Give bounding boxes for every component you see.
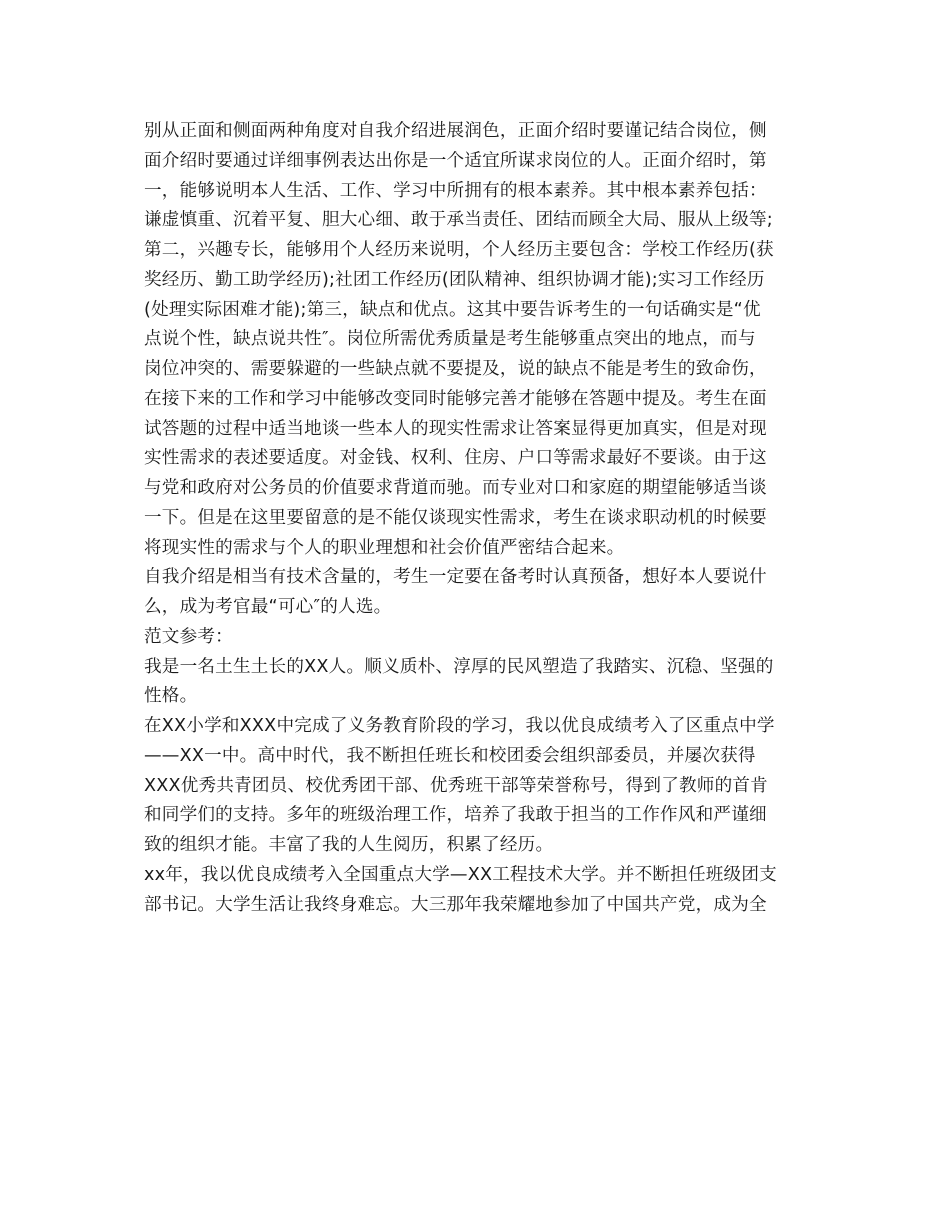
text-line: 实性需求的表述要适度。对金钱、权利、住房、户口等需求最好不要谈。由于这 — [144, 448, 767, 469]
text-line: 岗位冲突的、需要躲避的一些缺点就不要提及，说的缺点不能是考生的致命伤， — [144, 359, 767, 379]
text-line: 别从正面和侧面两种角度对自我介绍进展润色，正面介绍时要谨记结合岗位，侧 — [144, 121, 767, 141]
text-line: 与党和政府对公务员的价值要求背道而驰。而专业对口和家庭的期望能够适当谈 — [144, 478, 767, 498]
text-line: (处理实际困难才能);第三，缺点和优点。这其中要告诉考生的一句话确实是“优 — [144, 299, 761, 320]
text-line: 面介绍时要通过详细事例表达出你是一个适宜所谋求岗位的人。正面介绍时，第 — [144, 150, 767, 171]
text-line: 在XX小学和XXX中完成了义务教育阶段的学习，我以优良成绩考入了区重点中学 — [144, 716, 775, 736]
text-line: XXX优秀共青团员、校优秀团干部、优秀班干部等荣誉称号，得到了教师的首肯 — [144, 775, 768, 796]
text-line: 部书记。大学生活让我终身难忘。大三那年我荣耀地参加了中国共产党，成为全 — [144, 894, 767, 915]
text-line: 一下。但是在这里要留意的是不能仅谈现实性需求，考生在谈求职动机的时候要 — [144, 507, 767, 528]
text-line: 和同学们的支持。多年的班级治理工作，培养了我敢于担当的工作作风和严谨细 — [144, 805, 767, 826]
text-line: xx年，我以优良成绩考入全国重点大学—XX工程技术大学。并不断担任班级团支 — [144, 864, 777, 885]
text-line: 我是一名土生土长的XX人。顺义质朴、淳厚的民风塑造了我踏实、沉稳、坚强的 — [144, 656, 774, 677]
text-line: 自我介绍是相当有技术含量的，考生一定要在备考时认真预备，想好本人要说什 — [144, 567, 767, 588]
text-line: 么，成为考官最“可心″的人选。 — [144, 597, 392, 617]
text-line: 点说个性，缺点说共性″。岗位所需优秀质量是考生能够重点突出的地点，而与 — [144, 329, 756, 350]
text-line: 奖经历、勤工助学经历);社团工作经历(团队精神、组织协调才能);实习工作经历 — [144, 269, 765, 290]
text-line: 将现实性的需求与个人的职业理想和社会价值严密结合起来。 — [144, 537, 625, 558]
document-body — [144, 117, 808, 920]
text-line: 在接下来的工作和学习中能够改变同时能够完善才能够在答题中提及。考生在面 — [144, 388, 767, 409]
text-line: 谦虚慎重、沉着平复、胆大心细、敢于承当责任、团结而顾全大局、服从上级等; — [144, 210, 773, 231]
text-line: 试答题的过程中适当地谈一些本人的现实性需求让答案显得更加真实，但是对现 — [144, 418, 767, 439]
text-line: 致的组织才能。丰富了我的人生阅历，积累了经历。 — [144, 835, 554, 855]
text-line: 范文参考： — [144, 626, 233, 647]
text-line: 性格。 — [144, 686, 198, 707]
text-line: ——XX一中。高中时代，我不断担任班长和校团委会组织部委员，并屡次获得 — [144, 745, 756, 766]
text-line: 一，能够说明本人生活、工作、学习中所拥有的根本素养。其中根本素养包括： — [144, 180, 767, 201]
text-line: 第二，兴趣专长，能够用个人经历来说明，个人经历主要包含：学校工作经历(获 — [144, 240, 774, 260]
